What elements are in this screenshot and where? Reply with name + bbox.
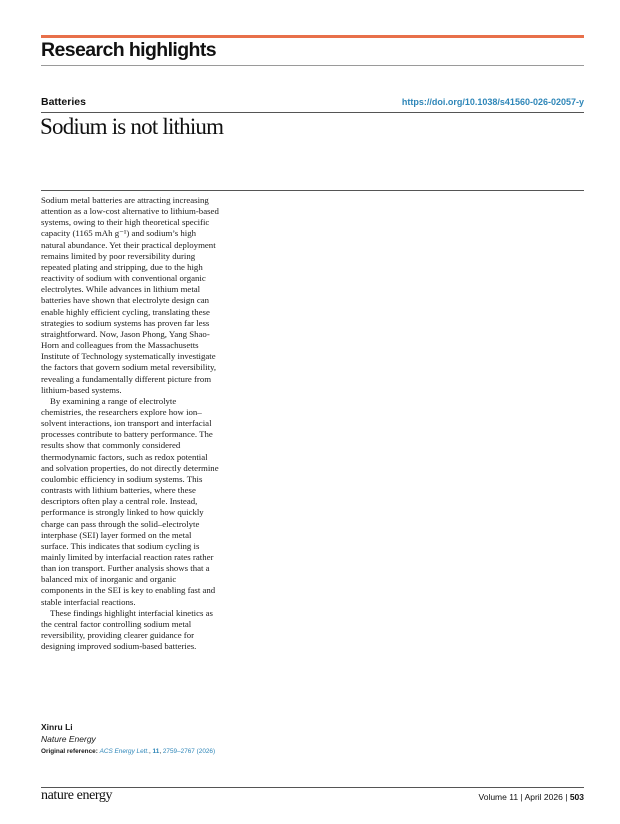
footer-separator: | [565,792,568,802]
header-divider [41,65,584,66]
footer-page: 503 [569,792,584,802]
article-category: Batteries [41,96,86,108]
category-divider [41,112,584,113]
author-affiliation: Nature Energy [41,734,96,744]
reference-volume[interactable]: 11 [152,748,160,755]
footer-month: April 2026 [524,792,563,802]
body-paragraph: These findings highlight interfacial kinetics as the central factor controlling sodium metal reversibility, providing clearer guidance for designing improved sodium-based batteries. [41,607,213,652]
journal-logo-text: nature energy [41,788,113,803]
top-accent-rule [41,35,584,38]
reference-pages[interactable]: 2759–2767 (2026) [162,748,216,755]
footer-divider [41,787,584,788]
body-paragraph: Sodium metal batteries are attracting increasing attention as a low-cost alternative to lithium-based systems, owing to their high theoretical specific capacity (1165 mAh g⁻¹) and sodium’s high natural abundance. Yet their practical deployment remains limited by poor reversibility during repeated plating and stripping, due to the high reactivity of sodium with conventional organic electrolytes. While advances in lithium metal batteries have shown that electrolyte design can enable highly efficient cycling, translating these strategies to sodium systems has proven far less straightforward. Now, Jason Phong, Yang Shao-Horn and colleagues from the Massachusetts Institute of Technology systematically investigate the factors that govern sodium metal reversibility, revealing a fundamentally different picture from lithium-based systems. [41,195,219,395]
footer-separator: | [520,792,523,802]
article-body [41,195,219,652]
footer-issue-info [479,792,584,802]
article-headline: Sodium is not lithium [40,114,224,139]
reference-journal-link[interactable]: ACS Energy Lett. [99,748,149,755]
author-name: Xinru Li [41,722,73,732]
body-paragraph: By examining a range of electrolyte chemistries, the researchers explore how ion–solvent interactions, ion transport and interfacial processes contribute to battery performance. The results show that commonly considered thermodynamic factors, such as redox potential and solvation properties, do not directly determine coulombic efficiency in sodium systems. This contrasts with lithium batteries, where these descriptors often play a central role. Instead, performance is strongly linked to how quickly charge can pass through the solid–electrolyte interphase (SEI) layer formed on the metal surface. This indicates that sodium cycling is mainly limited by interfacial reaction rates rather than ion transport. Further analysis shows that a balanced mix of inorganic and organic components in the SEI is key to enabling fast and stable interfacial reactions. [41,395,219,607]
headline-divider [41,190,584,191]
footer-volume: Volume 11 [478,792,519,802]
section-title: Research highlights [41,39,216,61]
original-reference: Original reference: ACS Energy Lett., 11, 2759–2767 (2026) [41,748,216,755]
doi-link[interactable]: https://doi.org/10.1038/s41560-026-02057-y [401,97,584,107]
original-reference-label: Original reference: [41,748,98,755]
